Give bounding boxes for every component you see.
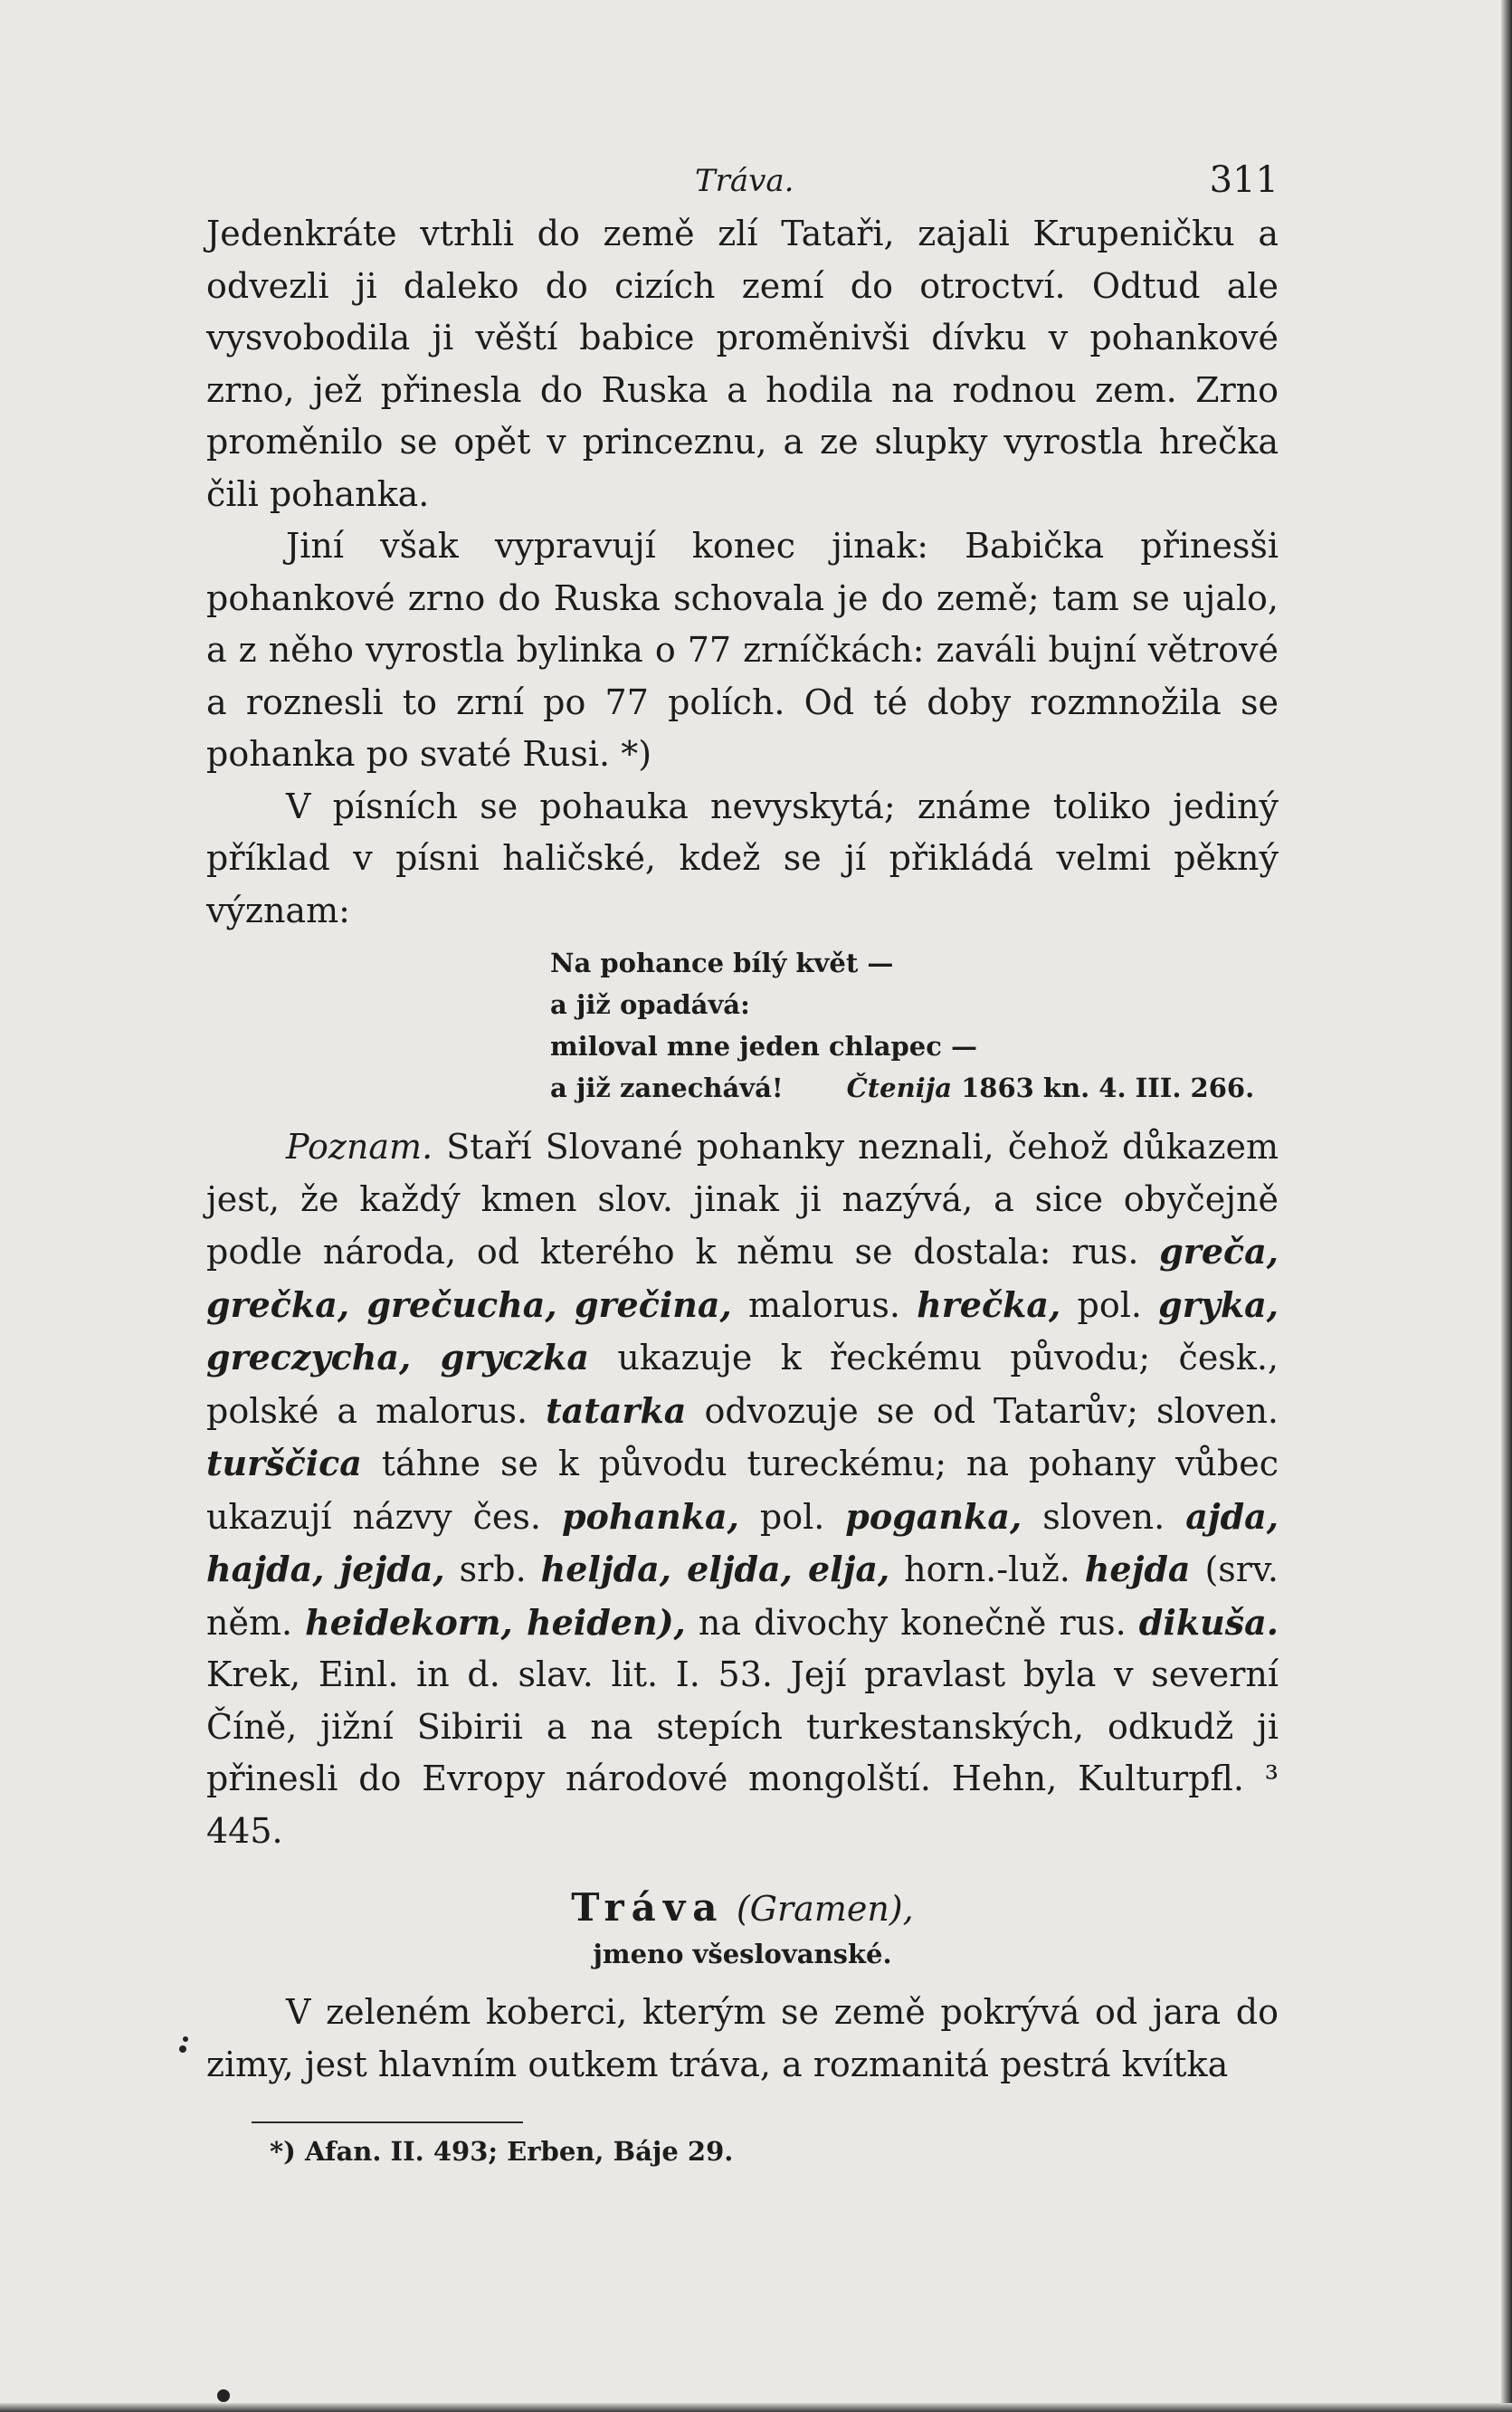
paragraph-4: V zeleném koberci, kterým se země pokrývá od jara do zimy, jest hlavním outkem tráva, a rozmanitá pestrá kvítka [206,1992,1279,2084]
note-text: ukazuje k řeckému původu; česk., polské a malorus. [206,1338,1279,1431]
scan-speck [179,2045,186,2053]
note-term-italic: dikuša. [1138,1601,1279,1643]
note-text: na divochy konečně rus. [685,1602,1139,1643]
verse-line-with-source [550,1067,1279,1109]
verse-line: a již opadává: [550,989,750,1020]
section-subtitle: jmeno všeslovanské. [593,1939,892,1969]
note-term-italic: greča, grečka, grečucha, grečina, [206,1231,1279,1325]
note-term-italic: hejda [1084,1549,1191,1589]
footnote-rule [252,2121,523,2123]
scan-speck [217,2389,230,2402]
note-text: odvozuje se od Tatarův; sloven. [686,1390,1279,1431]
note-term-italic: ajda, hajda, jejda, [206,1495,1279,1589]
paragraph-2: Jiní však vypravují konec jinak: Babička přinesši pohankové zrno do Ruska schovala je do země; tam se ujalo, a z něho vyrostla bylinka o 77 zrníčkách: zaváli bujní větrové a roznesli to zrní po 77 polích. Od té doby rozmnožila se pohanka po svaté Rusi. *) [206,526,1279,774]
verse-line: Na pohance bílý květ — [550,948,894,978]
note-label: Poznam. [286,1127,433,1167]
note-text: srb. [444,1549,541,1589]
note-paragraph [206,1121,1279,1857]
note-term-italic: turščica [206,1443,362,1483]
paragraph-3: V písních se pohauka nevyskytá; známe toliko jediný příklad v písni haličské, kdež se jí přikládá velmi pěkný význam: [206,786,1279,930]
note-text: malorus. [731,1284,918,1325]
running-title: Tráva. [695,163,794,199]
note-term-italic: heidekorn, heiden), [305,1601,686,1643]
note-term-italic: gryka, greczycha, gryczka [206,1283,1279,1378]
page-number: 311 [1209,159,1279,201]
section-heading [206,1881,1279,1936]
book-page [206,136,1279,2167]
source-journal: Čtenija [846,1073,952,1103]
verse-line: miloval mne jeden chlapec — [550,1031,978,1062]
note-text: sloven. [1022,1496,1186,1537]
note-term-italic: poganka, [845,1495,1022,1537]
section-title: Tráva [571,1885,725,1930]
note-text: (srv. něm. [206,1549,1279,1643]
scan-edge-right [1501,0,1512,2412]
note-text: pol. [1060,1284,1159,1325]
verse-line: a již zanechává! [550,1073,784,1103]
folk-song-quote [550,942,1279,1109]
note-term-italic: tatarka [546,1389,687,1431]
note-text: Staří Slované pohanky neznali, čehož důkazem jest, že každý kmen slov. jinak ji nazývá, a sice obyčejně podle národa, od kterého k němu se dostala: rus. [206,1127,1279,1272]
note-term-italic: heljda, eljda, elja, [540,1549,890,1589]
note-text: táhne se k původu tureckému; na pohany vůbec ukazují názvy čes. [206,1444,1279,1537]
paragraph-1: Jedenkráte vtrhli do země zlí Tataři, zajali Krupeničku a odvezli ji daleko do cizích zemí do otroctví. Odtud ale vysvobodila ji věští babice proměnivši dívku v pohankové zrno, jež přinesla do Ruska a hodila na rodnou zem. Zrno proměnilo se opět v princeznu, a ze slupky vyrostla hrečka čili pohanka. [206,214,1279,514]
footnote: *) Afan. II. 493; Erben, Báje 29. [270,2136,734,2167]
note-text: horn.-luž. [889,1549,1085,1589]
note-text: Krek, Einl. in d. slav. lit. I. 53. Její pravlast byla v severní Číně, jižní Sibirii a na stepích turkestanských, odkudž ji přinesli do Evropy národové mongolští. Hehn, Kulturpfl. ³ 445. [206,1654,1279,1851]
scan-speck [183,2036,188,2042]
note-term-italic: pohanka, [561,1495,739,1537]
verse-source [847,1073,1255,1103]
source-citation: 1863 kn. 4. III. 266. [961,1073,1255,1103]
note-term-italic: hrečka, [917,1283,1061,1325]
note-text: pol. [738,1496,846,1537]
section-latin-name: (Gramen), [736,1889,914,1929]
page-header [206,136,1279,208]
scan-edge-bottom [0,2403,1512,2412]
